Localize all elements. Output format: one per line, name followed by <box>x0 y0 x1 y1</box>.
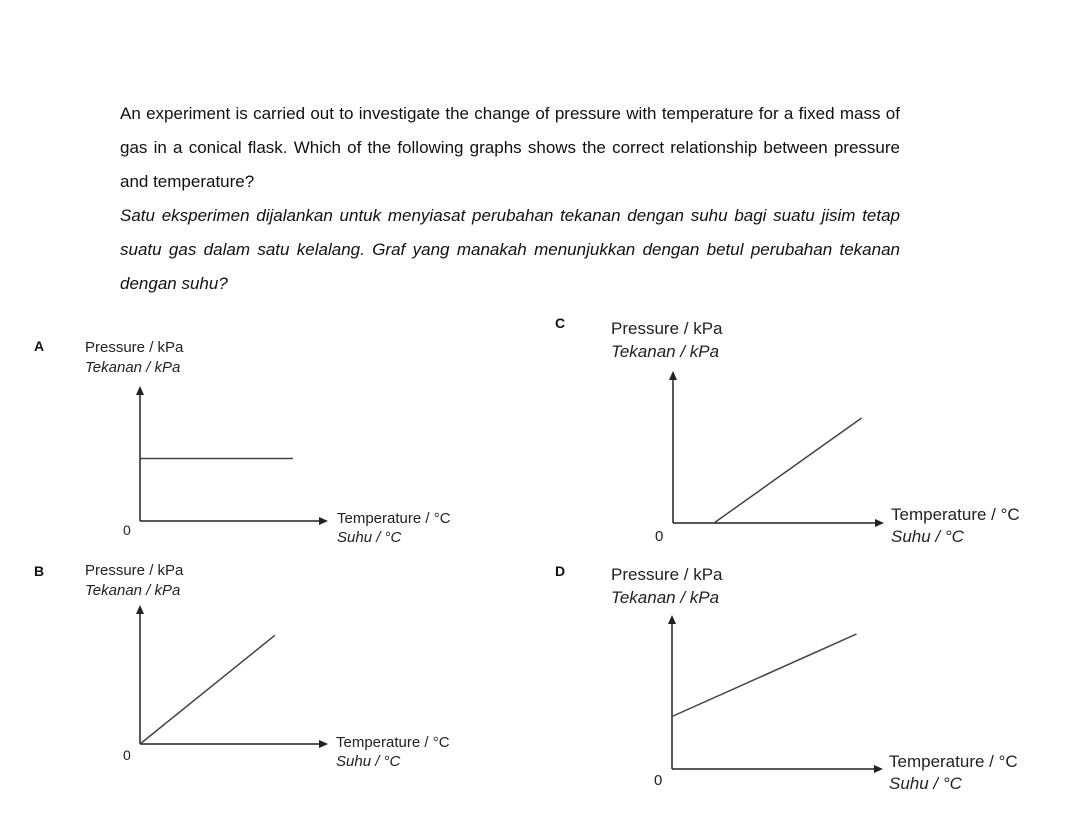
x-axis-label-ms: Suhu / °C <box>336 753 401 770</box>
y-axis-label-en: Pressure / kPa <box>611 565 723 584</box>
option-letter: B <box>34 563 45 579</box>
y-axis-arrow <box>136 605 144 614</box>
graph-d <box>555 563 1065 803</box>
option-c[interactable] <box>555 315 1055 555</box>
option-a[interactable] <box>30 330 530 570</box>
data-line <box>672 634 857 717</box>
y-axis-arrow <box>669 371 677 380</box>
graph-a <box>30 330 530 560</box>
option-b[interactable] <box>30 555 530 795</box>
x-axis-label-en: Temperature / °C <box>889 752 1018 771</box>
y-axis-arrow <box>136 386 144 395</box>
y-axis-label-en: Pressure / kPa <box>85 562 184 579</box>
origin-label: 0 <box>654 772 663 789</box>
x-axis-label-en: Temperature / °C <box>337 510 451 527</box>
origin-label: 0 <box>655 528 664 545</box>
graph-b <box>30 555 530 785</box>
x-axis-label-ms: Suhu / °C <box>891 527 964 546</box>
y-axis-arrow <box>668 615 676 624</box>
question-malay: Satu eksperimen dijalankan untuk menyiasat perubahan tekanan dengan suhu bagi suatu jisim tetap suatu gas dalam satu kelalang. Graf yang manakah menunjukkan dengan betul perubahan tekanan dengan suhu? <box>120 206 900 293</box>
y-axis-label-ms: Tekanan / kPa <box>611 342 720 361</box>
y-axis-label-en: Pressure / kPa <box>611 319 723 338</box>
option-d[interactable] <box>555 563 1055 803</box>
option-letter: A <box>34 338 45 354</box>
x-axis-label-ms: Suhu / °C <box>889 774 962 793</box>
x-axis-label-en: Temperature / °C <box>891 505 1020 524</box>
origin-label: 0 <box>123 747 131 763</box>
data-line <box>140 635 275 744</box>
y-axis-label-ms: Tekanan / kPa <box>611 588 720 607</box>
x-axis-label-ms: Suhu / °C <box>337 529 402 546</box>
x-axis-arrow <box>874 765 883 773</box>
option-letter: C <box>555 315 566 331</box>
x-axis-arrow <box>319 740 328 748</box>
question-text <box>120 97 900 301</box>
y-axis-label-en: Pressure / kPa <box>85 339 184 356</box>
question-english: An experiment is carried out to investigate the change of pressure with temperature for a fixed mass of gas in a conical flask. Which of the following graphs shows the correct relationship between pressure and temperature? <box>120 104 900 191</box>
option-letter: D <box>555 563 566 579</box>
x-axis-arrow <box>875 519 884 527</box>
x-axis-arrow <box>319 517 328 525</box>
y-axis-label-ms: Tekanan / kPa <box>85 582 181 599</box>
x-axis-label-en: Temperature / °C <box>336 734 450 751</box>
graph-c <box>555 315 1065 555</box>
y-axis-label-ms: Tekanan / kPa <box>85 359 181 376</box>
origin-label: 0 <box>123 522 131 538</box>
data-line <box>714 418 862 523</box>
